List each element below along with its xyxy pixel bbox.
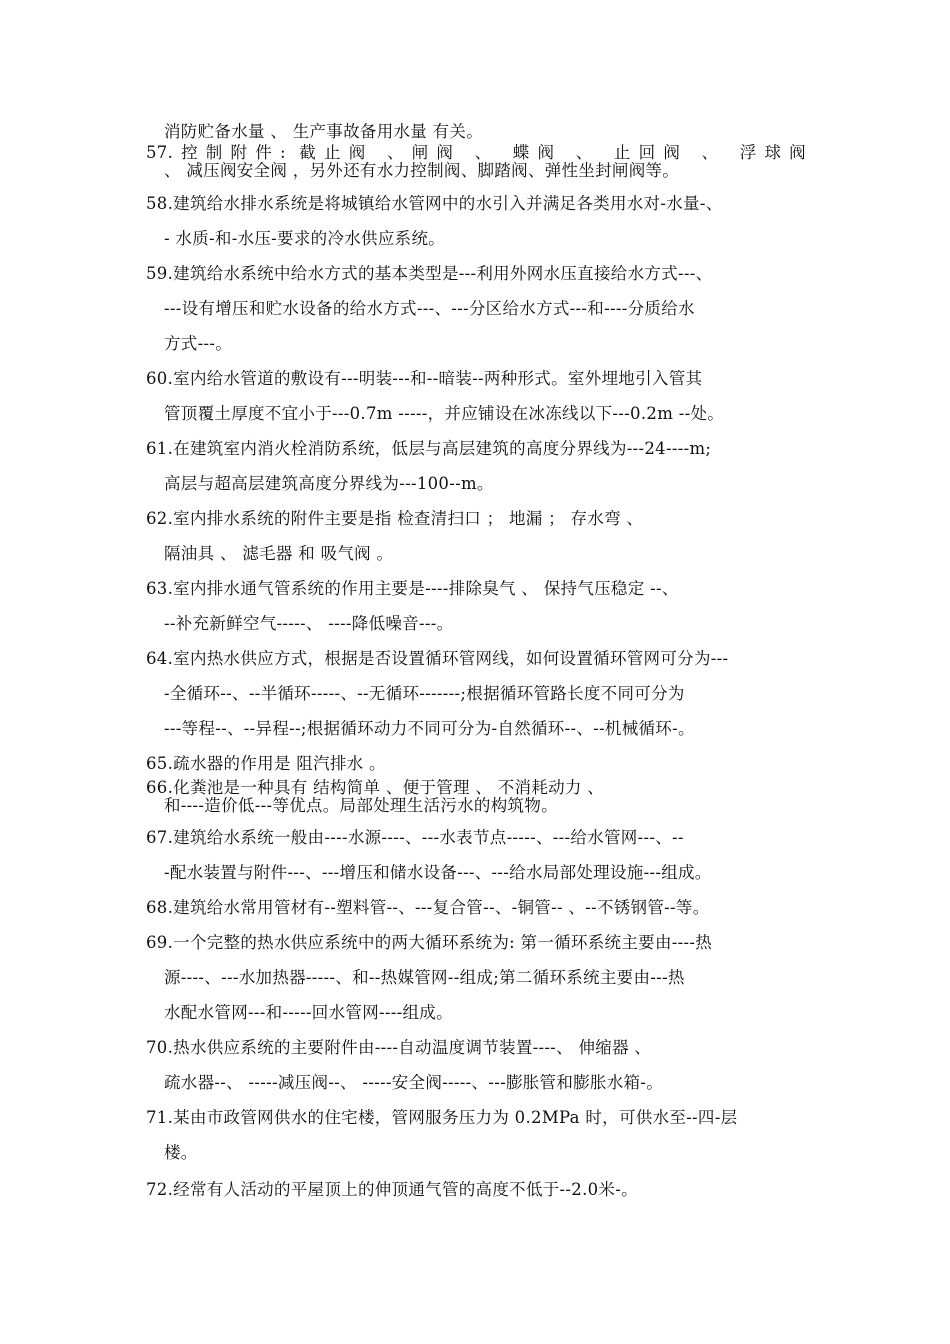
text-line: 高层与超高层建筑高度分界线为---100--m。 xyxy=(164,474,494,493)
text-line: ---等程--、--异程--;根据循环动力不同可分为-自然循环--、--机械循环-。 xyxy=(164,719,695,738)
text-line: 69.一个完整的热水供应系统中的两大循环系统为: 第一循环系统主要由----热 xyxy=(146,933,713,952)
text-line: -全循环--、--半循环-----、--无循环-------;根据循环管路长度不同可分为 xyxy=(164,684,685,703)
text-line: 和----造价低---等优点。局部处理生活污水的构筑物。 xyxy=(164,796,558,815)
text-line: ---设有增压和贮水设备的给水方式---、---分区给水方式---和----分质给水 xyxy=(164,299,695,318)
text-line: 61.在建筑室内消火栓消防系统，低层与高层建筑的高度分界线为---24----m; xyxy=(146,439,712,458)
text-line: 疏水器--、 -----减压阀--、 -----安全阀-----、---膨胀管和膨胀水箱-。 xyxy=(164,1073,664,1092)
text-line: 、 减压阀安全阀 ，另外还有水力控制阀、脚踏阀、弹性坐封闸阀等。 xyxy=(164,161,680,180)
text-line: 72.经常有人活动的平屋顶上的伸顶通气管的高度不低于--2.0米-。 xyxy=(146,1180,638,1199)
text-line: 楼。 xyxy=(164,1143,198,1162)
text-line: 58.建筑给水排水系统是将城镇给水管网中的水引入并满足各类用水对-水量-、 xyxy=(146,194,723,213)
text-line: 62.室内排水系统的附件主要是指 检查清扫口 ； 地漏 ； 存水弯 、 xyxy=(146,509,644,528)
text-line: 63.室内排水通气管系统的作用主要是----排除臭气 、 保持气压稳定 --、 xyxy=(146,579,679,598)
text-line: 水配水管网---和-----回水管网----组成。 xyxy=(164,1003,453,1022)
text-line: 64.室内热水供应方式，根据是否设置循环管网线，如何设置循环管网可分为--- xyxy=(146,649,729,668)
text-line: 70.热水供应系统的主要附件由----自动温度调节装置----、 伸缩器 、 xyxy=(146,1038,652,1057)
text-line: 71.某由市政管网供水的住宅楼，管网服务压力为 0.2MPa 时，可供水至--四-层 xyxy=(146,1108,738,1127)
text-line: 60.室内给水管道的敷设有---明装---和--暗装--两种形式。室外埋地引入管其 xyxy=(146,369,703,388)
text-line: 65.疏水器的作用是 阻汽排水 。 xyxy=(146,754,386,773)
text-line: 66.化粪池是一种具有 结构简单 、便于管理 、 不消耗动力 、 xyxy=(146,778,605,797)
text-line: - 水质-和-水压-要求的冷水供应系统。 xyxy=(164,229,446,248)
text-line: 方式---。 xyxy=(164,334,233,353)
text-line: 59.建筑给水系统中给水方式的基本类型是---利用外网水压直接给水方式---、 xyxy=(146,264,713,283)
text-line: 管顶覆土厚度不宜小于---0.7m -----，并应铺设在冰冻线以下---0.2m --处。 xyxy=(164,404,725,423)
text-line: 68.建筑给水常用管材有--塑料管--、---复合管--、-铜管-- 、--不锈钢管--等。 xyxy=(146,898,710,917)
text-line: 消防贮备水量 、 生产事故备用水量 有关。 xyxy=(164,122,484,141)
text-line: 源----、---水加热器-----、和--热媒管网--组成;第二循环系统主要由---热 xyxy=(164,968,685,987)
text-line: 57.控制附件: 截止阀 、闸阀 、 蝶阀 、 止回阀 、 浮球阀 xyxy=(146,143,806,162)
text-line: 67.建筑给水系统一般由----水源----、---水表节点-----、---给水管网---、-- xyxy=(146,828,684,847)
text-line: 隔油具 、 滤毛器 和 吸气阀 。 xyxy=(164,544,394,563)
text-line: --补充新鲜空气-----、 ----降低噪音---。 xyxy=(164,614,454,633)
text-line: -配水装置与附件---、---增压和储水设备---、---给水局部处理设施---组成。 xyxy=(164,863,712,882)
